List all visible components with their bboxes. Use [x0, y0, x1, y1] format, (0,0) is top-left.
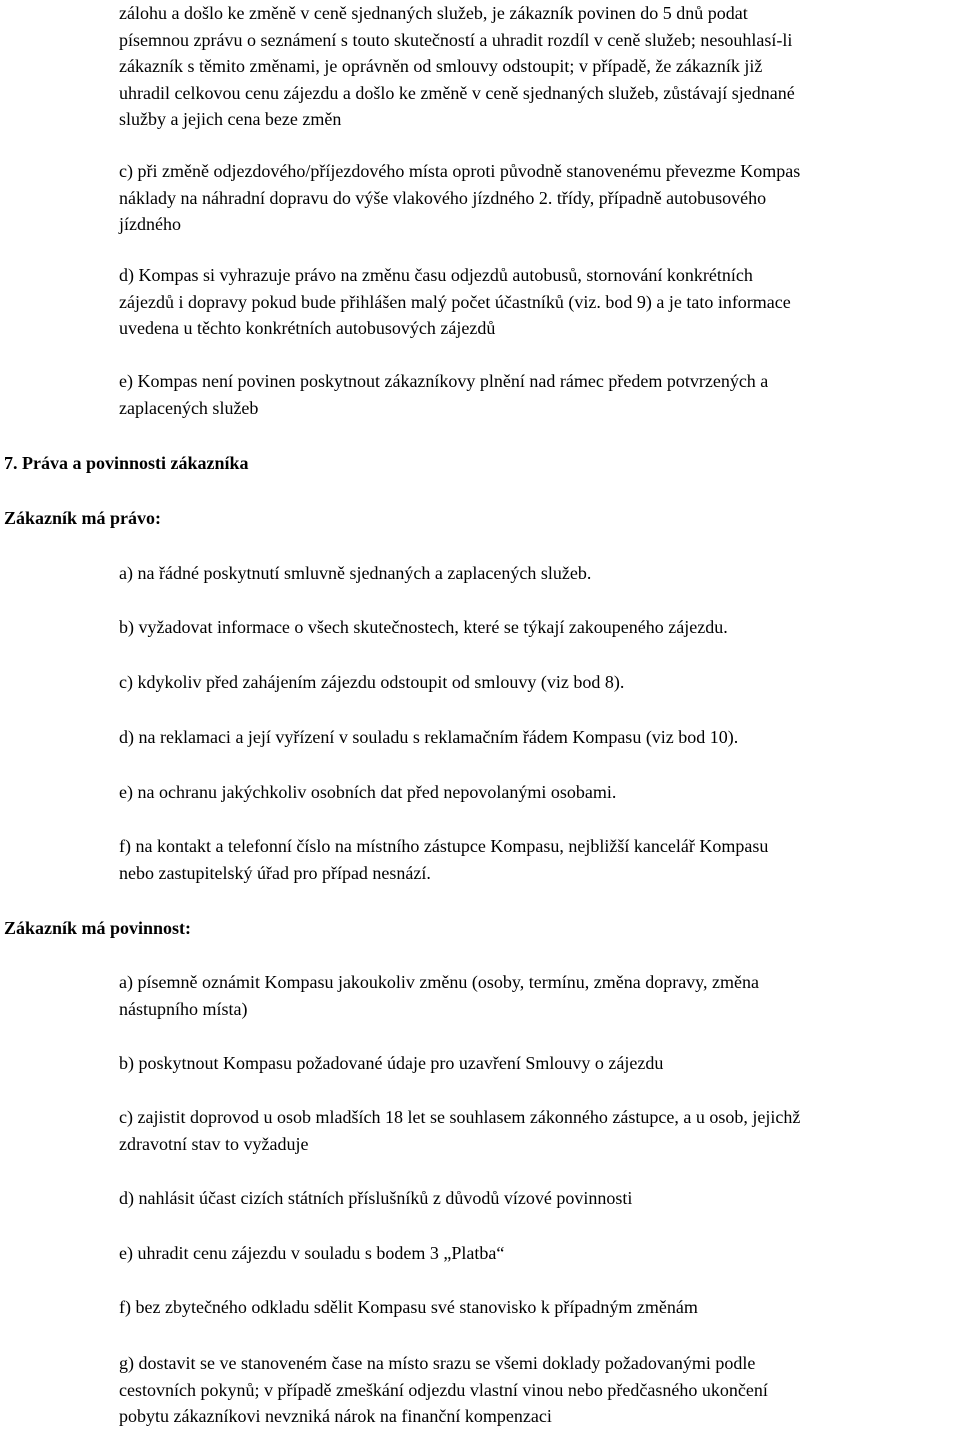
- rights-item-d: [119, 724, 959, 751]
- text-line: zaplacených služeb: [119, 397, 259, 418]
- text-line: d) na reklamaci a její vyřízení v souladu s reklamačním řádem Kompasu (viz bod 10).: [119, 727, 739, 747]
- text-line: písemnou zprávu o seznámení s touto skutečností a uhradit rozdíl v ceně služeb; nesouhlasí-li: [119, 29, 793, 50]
- text-line: zákazník s těmito změnami, je oprávněn od smlouvy odstoupit; v případě, že zákazník již: [119, 56, 763, 76]
- text-line: uvedena u těchto konkrétních autobusových zájezdů: [119, 318, 496, 338]
- text-line: nebo zastupitelský úřad pro případ nesnází.: [119, 862, 431, 883]
- rights-item-c: [119, 669, 959, 696]
- text-line: zdravotní stav to vyžaduje: [119, 1133, 309, 1154]
- text-line: služby a jejich cena beze změn: [119, 109, 342, 129]
- text-line: f) na kontakt a telefonní číslo na místního zástupce Kompasu, nejbližší kancelář Kompasu: [119, 836, 769, 856]
- text-line: náklady na náhradní dopravu do výše vlakového jízdného 2. třídy, případně autobusového: [119, 187, 767, 208]
- text-line: a) na řádné poskytnutí smluvně sjednaných a zaplacených služeb.: [119, 563, 592, 583]
- duties-item-c: [119, 1104, 959, 1157]
- rights-item-a: [119, 560, 959, 587]
- intro-paragraph: [119, 0, 959, 133]
- text-line: b) poskytnout Kompasu požadované údaje pro uzavření Smlouvy o zájezdu: [119, 1053, 664, 1073]
- section-heading: 7. Práva a povinnosti zákazníka: [4, 453, 249, 473]
- rights-item-e: [119, 779, 959, 806]
- text-line: d) Kompas si vyhrazuje právo na změnu času odjezdů autobusů, stornování konkrétních: [119, 265, 753, 285]
- rights-item-b: [119, 614, 959, 641]
- duties-item-f: [119, 1294, 959, 1321]
- text-line: pobytu zákazníkovi nevzniká nárok na finanční kompenzaci: [119, 1406, 552, 1426]
- text-line: e) uhradit cenu zájezdu v souladu s bodem 3 „Platba“: [119, 1243, 505, 1263]
- text-line: jízdného: [119, 214, 181, 234]
- text-line: g) dostavit se ve stanoveném čase na místo srazu se všemi doklady požadovanými podle: [119, 1353, 756, 1373]
- text-line: c) zajistit doprovod u osob mladších 18 let se souhlasem zákonného zástupce, a u osob, jejichž: [119, 1107, 801, 1127]
- text-line: zálohu a došlo ke změně v ceně sjednaných služeb, je zákazník povinen do 5 dnů podat: [119, 3, 748, 23]
- duties-item-b: [119, 1050, 959, 1077]
- text-line: a) písemně oznámit Kompasu jakoukoliv změnu (osoby, termínu, změna dopravy, změna: [119, 972, 759, 992]
- text-line: nástupního místa): [119, 998, 248, 1019]
- duties-item-g: [119, 1350, 959, 1430]
- paragraph-d: [119, 262, 959, 342]
- text-line: c) při změně odjezdového/příjezdového místa oproti původně stanovenému převezme Kompas: [119, 161, 801, 181]
- text-line: b) vyžadovat informace o všech skutečnostech, které se týkají zakoupeného zájezdu.: [119, 617, 728, 637]
- paragraph-e: [119, 368, 959, 421]
- duties-heading: Zákazník má povinnost:: [4, 918, 192, 938]
- text-line: cestovních pokynů; v případě zmeškání odjezdu vlastní vinou nebo předčasného ukončení: [119, 1379, 768, 1400]
- duties-item-a: [119, 969, 959, 1022]
- rights-heading: Zákazník má právo:: [4, 508, 162, 528]
- rights-item-f: [119, 833, 959, 886]
- text-line: d) nahlásit účast cizích státních příslušníků z důvodů vízové povinnosti: [119, 1188, 633, 1208]
- paragraph-c: [119, 158, 959, 238]
- text-line: c) kdykoliv před zahájením zájezdu odstoupit od smlouvy (viz bod 8).: [119, 672, 625, 692]
- text-line: zájezdů i dopravy pokud bude přihlášen malý počet účastníků (viz. bod 9) a je tato informace: [119, 291, 791, 312]
- text-line: e) Kompas není povinen poskytnout zákazníkovy plnění nad rámec předem potvrzených a: [119, 371, 769, 391]
- text-line: e) na ochranu jakýchkoliv osobních dat před nepovolanými osobami.: [119, 782, 617, 802]
- duties-item-d: [119, 1185, 959, 1212]
- text-line: uhradil celkovou cenu zájezdu a došlo ke změně v ceně sjednaných služeb, zůstávají sjednané: [119, 82, 795, 103]
- text-line: f) bez zbytečného odkladu sdělit Kompasu své stanovisko k případným změnám: [119, 1297, 698, 1317]
- duties-item-e: [119, 1240, 959, 1267]
